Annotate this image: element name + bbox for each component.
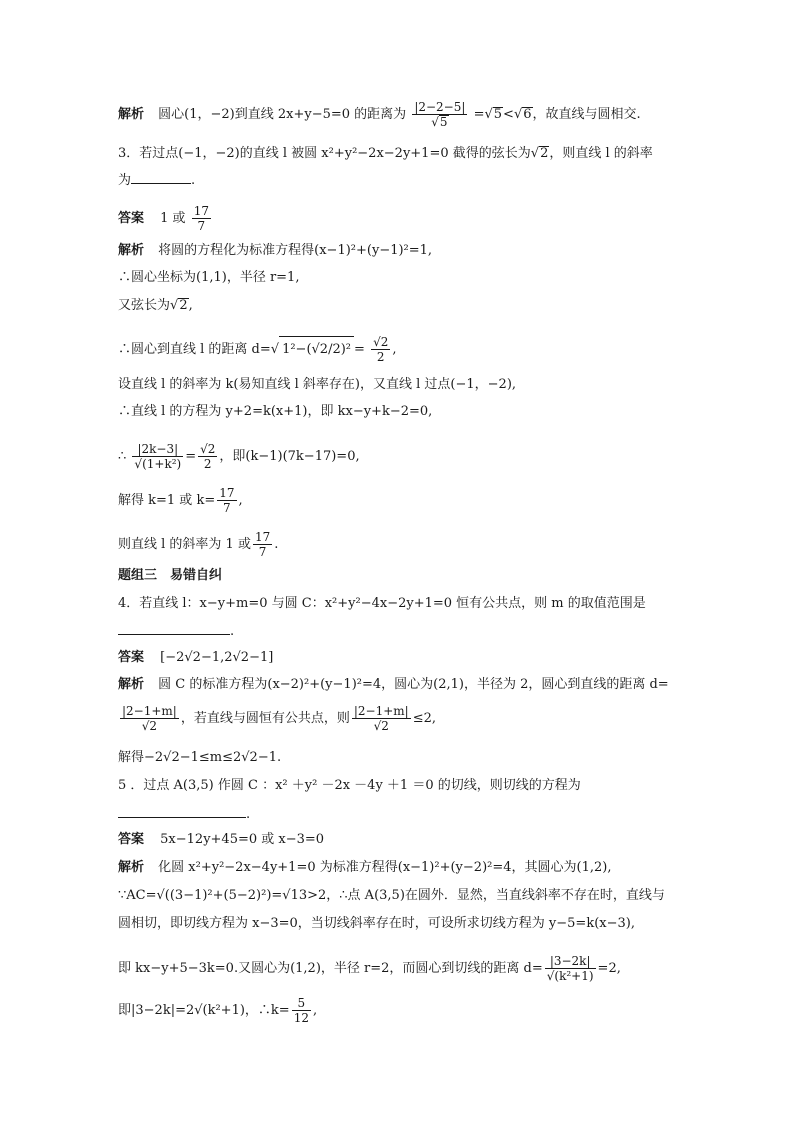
solution-4-line-3: 解得−2√2−1≤m≤2√2−1. bbox=[118, 750, 282, 765]
solution-5-line-1: 解析 化圆 x²+y²−2x−4y+1=0 为标准方程得(x−1)²+(y−2)²=4，其圆心为(1,2), bbox=[118, 860, 612, 875]
fraction: $\frac{5}{12}$ bbox=[293, 996, 309, 1025]
question-3-blank-line: 为 . bbox=[118, 173, 196, 188]
solution-3-step-9: 则直线 l 的斜率为 1 或 $\frac{17}{7}$ . bbox=[118, 530, 279, 559]
solution-3-step-2: ∴圆心坐标为(1,1)，半径 r=1, bbox=[118, 270, 300, 285]
answer-blank bbox=[131, 171, 191, 184]
fraction: $\frac{|2-1+m|}{√2}$ bbox=[122, 704, 177, 733]
solution-5-line-3: 圆相切，即切线方程为 x−3=0，当切线斜率存在时，可设所求切线方程为 y−5=k(x−3), bbox=[118, 916, 635, 931]
fraction: $\frac{√2}{2}$ bbox=[200, 442, 216, 471]
question-3: 3．若过点(−1，−2)的直线 l 被圆 x²+y²−2x−2y+1=0 截得的弦长为√2，则直线 l 的斜率 bbox=[118, 146, 653, 161]
solution-label: 解析 bbox=[118, 860, 145, 875]
question-5: 5 ．过点 A(3,5) 作圆 C ：x² ＋y² －2x －4y ＋1 ＝0 的切线，则切线的方程为 bbox=[118, 778, 581, 793]
answer-blank bbox=[118, 805, 246, 818]
solution-3-step-5: 设直线 l 的斜率为 k(易知直线 l 斜率存在)，又直线 l 过点(−1，−2), bbox=[118, 377, 517, 392]
solution-label: 解析 bbox=[118, 243, 145, 258]
solution-4-line-1: 解析 圆 C 的标准方程为(x−2)²+(y−1)²=4，圆心为(2,1)，半径为 2，圆心到直线的距离 d= bbox=[118, 677, 669, 692]
fraction: $\frac{|2-1+m|}{√2}$ bbox=[353, 704, 409, 733]
fraction: $\frac{17}{7}$ bbox=[219, 486, 235, 515]
fraction: $\frac{|2-2-5|}{√5}$ bbox=[414, 100, 466, 129]
solution-3-step-3: 又弦长为√2, bbox=[118, 298, 193, 313]
question-4: 4．若直线 l：x−y+m=0 与圆 C：x²+y²−4x−2y+1=0 恒有公共点，则 m 的取值范围是 bbox=[118, 596, 646, 611]
solution-3-step-7: ∴ $\frac{|2k-3|}{\text{√(1+k²)}}$ = $\frac{√2}{2}$ ，即(k−1)(7k−17)=0, bbox=[118, 442, 360, 471]
answer-label: 答案 bbox=[118, 211, 145, 226]
answer-5: 答案 5x−12y+45=0 或 x−3=0 bbox=[118, 832, 325, 847]
solution-label: 解析 bbox=[118, 107, 145, 122]
solution-3-step-8: 解得 k=1 或 k= $\frac{17}{7}$ , bbox=[118, 486, 243, 515]
solution-5-line-2: ∵AC=√((3−1)²+(5−2)²)=√13>2，∴点 A(3,5)在圆外．显然，当直线斜率不存在时，直线与 bbox=[118, 888, 665, 903]
fraction: $\frac{√2}{2}$ bbox=[373, 335, 389, 364]
solution-3-step-4: ∴圆心到直线 l 的距离 d=√ 1²−(√2/2)² = $\frac{√2}{2}$ , bbox=[118, 335, 397, 364]
fraction: $\frac{17}{7}$ bbox=[254, 530, 271, 559]
fraction: $\frac{17}{7}$ bbox=[193, 204, 209, 233]
answer-blank bbox=[118, 622, 230, 635]
answer-label: 答案 bbox=[118, 650, 145, 665]
solution-3-step-1: 解析 将圆的方程化为标准方程得(x−1)²+(y−1)²=1, bbox=[118, 243, 433, 258]
solution-5-line-4: 即 kx−y+5−3k=0.又圆心为(1,2)，半径 r=2，而圆心到切线的距离 d= $\frac{|3-2k|}{\text{√(k²+1)}}$ =2, bbox=[118, 954, 621, 983]
question-4-blank-line: . bbox=[118, 622, 234, 640]
section-heading: 题组三 易错自纠 bbox=[118, 568, 223, 583]
answer-4: 答案 [−2√2−1,2√2−1] bbox=[118, 650, 274, 665]
solution-4-line-2: $\frac{|2-1+m|}{√2}$ ，若直线与圆恒有公共点，则 $\frac{|2-1+m|}{√2}$ ≤2, bbox=[122, 704, 436, 733]
solution-3-step-6: ∴直线 l 的方程为 y+2=k(x+1)，即 kx−y+k−2=0, bbox=[118, 404, 433, 419]
solution-text: 圆心(1，−2)到直线 2x+y−5=0 的距离为 bbox=[158, 107, 407, 122]
answer-label: 答案 bbox=[118, 832, 145, 847]
solution-5-line-5: 即|3−2k|=2√(k²+1)，∴k= $\frac{5}{12}$ , bbox=[118, 996, 318, 1025]
solution-text: ，故直线与圆相交. bbox=[532, 107, 641, 122]
solution-label: 解析 bbox=[118, 677, 145, 692]
fraction: $\frac{|3-2k|}{\text{√(k²+1)}}$ bbox=[546, 954, 594, 983]
fraction: $\frac{|2k-3|}{\text{√(1+k²)}}$ bbox=[134, 442, 182, 471]
solution-line-distance: 解析 圆心(1，−2)到直线 2x+y−5=0 的距离为 $\frac{|2-2-5|}{√5}$ =√5<√6，故直线与圆相交. bbox=[118, 100, 641, 129]
answer-3: 答案 1 或 $\frac{17}{7}$ bbox=[118, 204, 209, 233]
question-5-blank-line: . bbox=[118, 805, 250, 823]
